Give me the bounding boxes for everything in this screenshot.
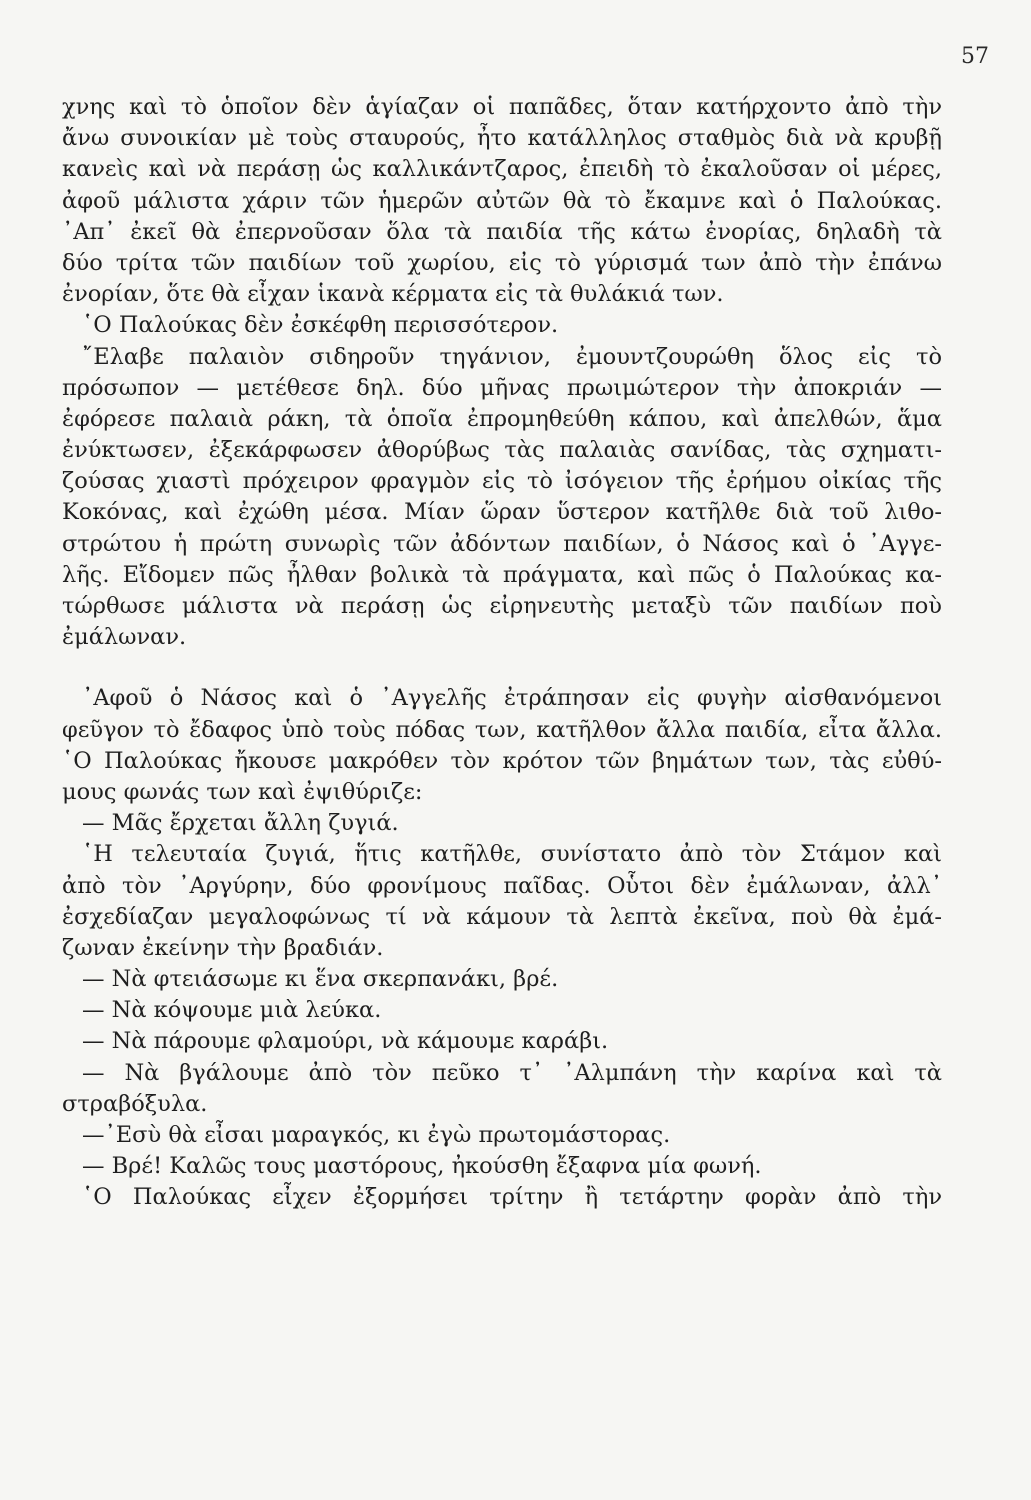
body-text (62, 92, 942, 1214)
paragraph-gap (62, 653, 942, 683)
text-line: φεῦγον τὸ ἔδαφος ὑπὸ τοὺς πόδας των, κατῆλθον ἄλλα παιδία, εἶτα ἄλλα. (62, 716, 942, 743)
text-line: στραβόξυλα. (62, 1090, 208, 1117)
text-line: χνης καὶ τὸ ὁποῖον δὲν ἁγίαζαν οἱ παπᾶδες, ὅταν κατήρχοντο ἀπὸ τὴν (62, 94, 942, 120)
text-line: ᾿Απ᾿ ἐκεῖ θὰ ἐπερνοῦσαν ὅλα τὰ παιδία τῆς κάτω ἐνορίας, δηλαδὴ τὰ (62, 218, 942, 245)
text-line: Κοκόνας, καὶ ἐχώθη μέσα. Μίαν ὥραν ὕστερον κατῆλθε διὰ τοῦ λιθο- (62, 499, 942, 526)
text-line: ἄνω συνοικίαν μὲ τοὺς σταυρούς, ἦτο κατάλληλος σταθμὸς διὰ νὰ κρυβῇ (62, 125, 942, 152)
text-line: —᾿Εσὺ θὰ εἶσαι μαραγκός, κι ἐγὼ πρωτομάστορας. (82, 1122, 671, 1148)
text-line: λῆς. Εἴδομεν πῶς ἦλθαν βολικὰ τὰ πράγματα, καὶ πῶς ὁ Παλούκας κα- (62, 561, 942, 588)
text-line: ῾Η τελευταία ζυγιά, ἥτις κατῆλθε, συνίστατο ἀπὸ τὸν Στάμον καὶ (82, 841, 942, 868)
text-line: — Μᾶς ἔρχεται ἄλλη ζυγιά. (82, 810, 399, 837)
text-line: ἀφοῦ μάλιστα χάριν τῶν ἡμερῶν αὐτῶν θὰ τὸ ἔκαμνε καὶ ὁ Παλούκας. (62, 187, 942, 214)
text-line: — Νὰ φτειάσωμε κι ἕνα σκερπανάκι, βρέ. (82, 966, 559, 993)
text-line: — Νὰ βγάλουμε ἀπὸ τὸν πεῦκο τ᾿ ᾿Αλμπάνη τὴν καρίνα καὶ τὰ (82, 1059, 942, 1086)
text-line: ἐσχεδίαζαν μεγαλοφώνως τί νὰ κάμουν τὰ λεπτὰ ἐκεῖνα, ποὺ θὰ ἐμά- (62, 903, 942, 930)
text-line: ζωναν ἐκείνην τὴν βραδιάν. (62, 934, 384, 961)
text-line: — Βρέ! Καλῶς τους μαστόρους, ἠκούσθη ἔξαφνα μία φωνή. (82, 1153, 762, 1180)
text-line: πρόσωπον — μετέθεσε δηλ. δύο μῆνας πρωιμώτερον τὴν ἀποκριάν — (62, 374, 942, 401)
text-line: ἐνύκτωσεν, ἐξεκάρφωσεν ἀθορύβως τὰς παλαιὰς σανίδας, τὰς σχηματι- (62, 437, 942, 464)
page-number: 57 (961, 44, 989, 69)
text-line: τώρθωσε μάλιστα νὰ περάσῃ ὡς εἰρηνευτὴς μεταξὺ τῶν παιδίων ποὺ (62, 593, 942, 619)
text-line: — Νὰ κόψουμε μιὰ λεύκα. (82, 997, 382, 1024)
text-line: ῾Ο Παλούκας ἤκουσε μακρόθεν τὸν κρότον τῶν βημάτων των, τὰς εὐθύ- (62, 747, 942, 774)
text-line: ἐμάλωναν. (62, 624, 187, 651)
text-line: δύο τρίτα τῶν παιδίων τοῦ χωρίου, εἰς τὸ γύρισμά των ἀπὸ τὴν ἐπάνω (62, 249, 942, 276)
text-line: μους φωνάς των καὶ ἐψιθύριζε: (62, 778, 423, 805)
text-line: ῾Ο Παλούκας δὲν ἐσκέφθη περισσότερον. (82, 312, 559, 339)
text-line: κανεὶς καὶ νὰ περάσῃ ὡς καλλικάντζαρος, ἐπειδὴ τὸ ἐκαλοῦσαν οἱ μέρες, (62, 156, 942, 183)
text-line: στρώτου ἡ πρώτη συνωρὶς τῶν ἀδόντων παιδίων, ὁ Νάσος καὶ ὁ ᾿Αγγε- (62, 530, 942, 557)
text-line: ῾Ο Παλούκας εἶχεν ἐξορμήσει τρίτην ἢ τετάρτην φορὰν ἀπὸ τὴν (82, 1184, 942, 1211)
text-line: ζούσας χιαστὶ πρόχειρον φραγμὸν εἰς τὸ ἰσόγειον τῆς ἐρήμου οἰκίας τῆς (62, 468, 942, 495)
text-line: ἐφόρεσε παλαιὰ ράκη, τὰ ὁποῖα ἐπρομηθεύθη κάπου, καὶ ἀπελθών, ἅμα (62, 405, 942, 432)
text-line: ἀπὸ τὸν ᾿Αργύρην, δύο φρονίμους παῖδας. Οὗτοι δὲν ἐμάλωναν, ἀλλ᾿ (62, 872, 942, 899)
text-line: ῎Ελαβε παλαιὸν σιδηροῦν τηγάνιον, ἐμουντζουρώθη ὅλος εἰς τὸ (82, 343, 942, 370)
text-line: ἐνορίαν, ὅτε θὰ εἶχαν ἱκανὰ κέρματα εἰς τὰ θυλάκιά των. (62, 281, 724, 308)
text-line: ᾿Αφοῦ ὁ Νάσος καὶ ὁ ᾿Αγγελῆς ἐτράπησαν εἰς φυγὴν αἰσθανόμενοι (82, 685, 942, 712)
text-line: — Νὰ πάρουμε φλαμούρι, νὰ κάμουμε καράβι. (82, 1028, 609, 1055)
